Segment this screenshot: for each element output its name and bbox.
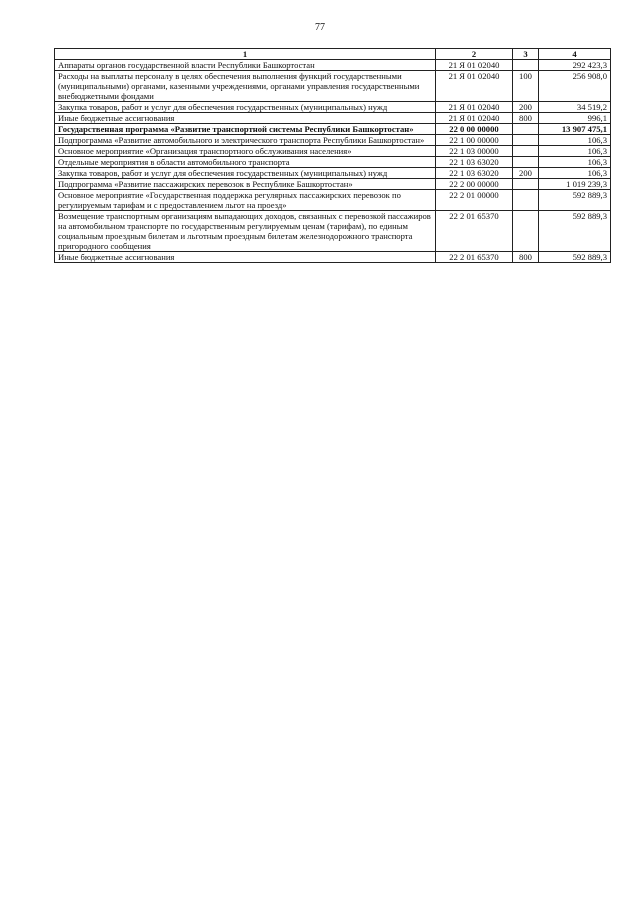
cell-amount: 106,3 [539,146,611,157]
cell-expense-type [513,179,539,190]
column-header-type: 3 [513,49,539,60]
cell-expense-type [513,60,539,71]
cell-amount: 1 019 239,3 [539,179,611,190]
table-row [55,135,611,146]
cell-expense-type [513,135,539,146]
table-row [55,252,611,263]
cell-amount: 256 908,0 [539,71,611,102]
cell-code: 22 0 00 00000 [436,124,513,135]
cell-expense-type [513,157,539,168]
column-header-code: 2 [436,49,513,60]
cell-code: 22 1 03 63020 [436,157,513,168]
table-row [55,113,611,124]
column-header-description: 1 [55,49,436,60]
cell-code: 22 2 01 65370 [436,211,513,252]
table-row [55,168,611,179]
cell-description: Государственная программа «Развитие транспортной системы Республики Башкортостан» [55,124,436,135]
cell-expense-type [513,146,539,157]
cell-code: 21 Я 01 02040 [436,71,513,102]
cell-expense-type: 800 [513,252,539,263]
cell-amount: 106,3 [539,168,611,179]
cell-code: 21 Я 01 02040 [436,102,513,113]
cell-amount: 996,1 [539,113,611,124]
cell-description: Аппараты органов государственной власти Республики Башкортостан [55,60,436,71]
cell-code: 22 2 00 00000 [436,179,513,190]
table-header-row [55,49,611,60]
cell-description: Основное мероприятие «Государственная поддержка регулярных пассажирских перевозок по регулируемым тарифам и с предоставлением льгот на проезд» [55,190,436,211]
cell-code: 22 1 03 00000 [436,146,513,157]
cell-amount: 34 519,2 [539,102,611,113]
table-row [55,102,611,113]
cell-description: Расходы на выплаты персоналу в целях обеспечения выполнения функций государственными (муниципальными) органами, казенными учреждениями, органами управления государственными внебюджетными фондами [55,71,436,102]
table-row [55,71,611,102]
table-row [55,157,611,168]
cell-description: Подпрограмма «Развитие автомобильного и электрического транспорта Республики Башкортостан» [55,135,436,146]
table-row [55,60,611,71]
table-body [55,60,611,263]
cell-code: 22 2 01 65370 [436,252,513,263]
cell-expense-type: 200 [513,168,539,179]
cell-amount: 106,3 [539,157,611,168]
cell-expense-type [513,211,539,252]
cell-expense-type [513,190,539,211]
cell-code: 22 2 01 00000 [436,190,513,211]
cell-amount: 106,3 [539,135,611,146]
cell-expense-type: 800 [513,113,539,124]
cell-expense-type [513,124,539,135]
table-row [55,124,611,135]
table-row [55,190,611,211]
cell-description: Возмещение транспортным организациям выпадающих доходов, связанных с перевозкой пассажиров на автомобильном транспорте по государственным регулируемым ценам (тарифам), по единым социальным проездным билетам и льготным проездным билетам железнодорожного транспорта пригородного сообщения [55,211,436,252]
cell-description: Основное мероприятие «Организация транспортного обслуживания населения» [55,146,436,157]
table-row [55,146,611,157]
cell-description: Закупка товаров, работ и услуг для обеспечения государственных (муниципальных) нужд [55,168,436,179]
cell-description: Отдельные мероприятия в области автомобильного транспорта [55,157,436,168]
cell-code: 21 Я 01 02040 [436,60,513,71]
cell-code: 21 Я 01 02040 [436,113,513,124]
cell-amount: 592 889,3 [539,190,611,211]
cell-amount: 592 889,3 [539,211,611,252]
cell-description: Иные бюджетные ассигнования [55,252,436,263]
cell-description: Иные бюджетные ассигнования [55,113,436,124]
cell-description: Закупка товаров, работ и услуг для обеспечения государственных (муниципальных) нужд [55,102,436,113]
cell-amount: 13 907 475,1 [539,124,611,135]
table-row [55,211,611,252]
cell-description: Подпрограмма «Развитие пассажирских перевозок в Республике Башкортостан» [55,179,436,190]
cell-expense-type: 100 [513,71,539,102]
cell-expense-type: 200 [513,102,539,113]
cell-amount: 292 423,3 [539,60,611,71]
column-header-amount: 4 [539,49,611,60]
cell-code: 22 1 03 63020 [436,168,513,179]
budget-table [54,48,611,263]
table-row [55,179,611,190]
cell-amount: 592 889,3 [539,252,611,263]
cell-code: 22 1 00 00000 [436,135,513,146]
page-number: 77 [315,22,325,33]
